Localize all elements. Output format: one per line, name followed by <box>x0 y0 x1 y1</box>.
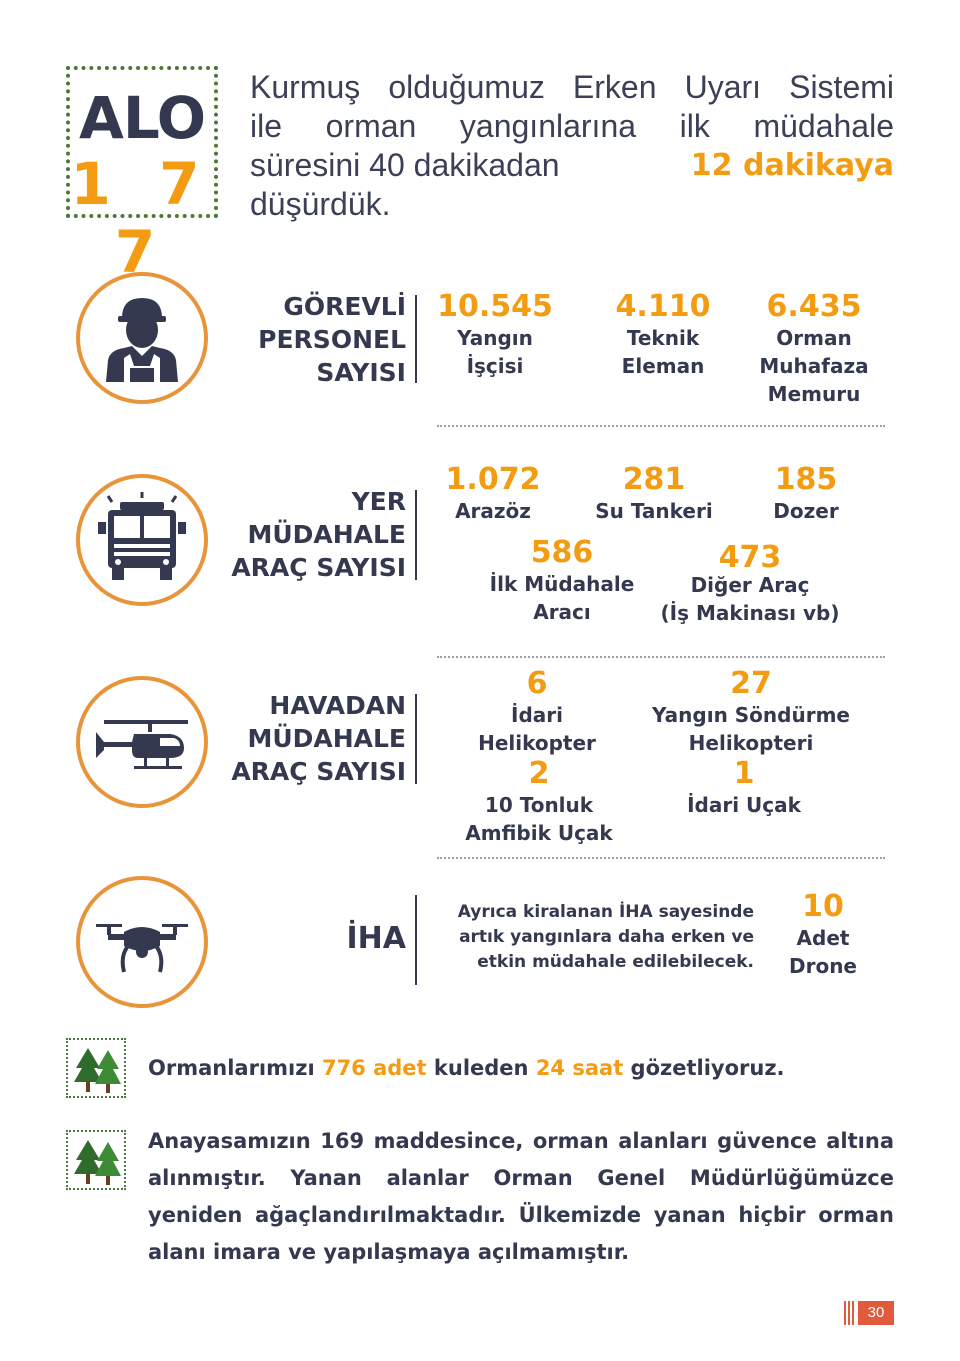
towers-text-pre: Ormanlarımızı <box>148 1056 322 1080</box>
stat-orman-muhafaza <box>744 289 884 408</box>
page-stripe <box>848 1301 850 1325</box>
tower-count: 776 adet <box>321 1056 427 1080</box>
title-line: YER <box>351 487 406 516</box>
worker-icon <box>94 290 190 386</box>
uav-text-line: artık yangınlara daha erken ve <box>459 927 754 947</box>
stat-ilk-mudahale <box>482 535 642 626</box>
stat-value: 1 <box>733 756 755 791</box>
stat-value: 6.435 <box>766 289 862 324</box>
stat-label: Drone <box>788 954 857 978</box>
stat-label: Memuru <box>767 382 861 406</box>
alo-number: 1 7 7 <box>70 150 214 286</box>
uav-text-line: Ayrıca kiralanan İHA sayesinde <box>457 902 754 922</box>
stat-teknik-eleman <box>598 289 728 380</box>
stat-value: 586 <box>530 535 594 570</box>
constitution-text: Anayasamızın 169 maddesince, orman alanları güvence altına alınmıştır. Yanan alanlar Orman Genel Müdürlüğümüzce yeniden ağaçlandırılmaktadır. Ülkemizde yanan hiçbir orman alanı imara ve yapılaşmaya açılmamıştır. <box>148 1129 894 1264</box>
intro-line-2: ile orman yangınlarına ilk müdahale <box>250 108 894 144</box>
stat-label: 10 Tonluk <box>484 793 594 817</box>
intro-line-1: Kurmuş olduğumuz Erken Uyarı Sistemi <box>250 69 894 105</box>
title-line: PERSONEL <box>258 325 406 354</box>
title-line: ARAÇ SAYISI <box>231 757 406 786</box>
divider <box>415 694 417 784</box>
stat-value: 27 <box>730 666 772 701</box>
intro-line-4: düşürdük. <box>250 186 391 222</box>
stat-label: Amfibik Uçak <box>465 821 613 845</box>
air-icon-circle <box>76 676 208 808</box>
stat-value: 4.110 <box>615 289 711 324</box>
stat-value: 2 <box>528 756 550 791</box>
tower-hours: 24 saat <box>535 1056 624 1080</box>
stat-label: İlk Müdahale <box>489 572 635 596</box>
intro-text <box>250 68 894 224</box>
title-line: SAYISI <box>316 358 406 387</box>
pine-trees-icon <box>72 1044 124 1096</box>
personnel-icon-circle <box>76 272 208 404</box>
stat-label: Yangın Söndürme <box>652 703 850 727</box>
stat-label: Yangın <box>457 326 533 350</box>
stat-dozer <box>746 462 866 525</box>
stat-label: Eleman <box>621 354 705 378</box>
title-line: HAVADAN <box>269 691 406 720</box>
stat-label: Orman <box>776 326 852 350</box>
stat-label: Helikopter <box>478 731 596 755</box>
towers-text <box>148 1056 894 1080</box>
intro-line-3 <box>250 146 894 185</box>
stat-label: Aracı <box>533 600 591 624</box>
stat-value: 281 <box>622 462 686 497</box>
title-line: ARAÇ SAYISI <box>231 553 406 582</box>
alo-word: ALO <box>78 84 206 152</box>
stat-value: 6 <box>526 666 548 701</box>
title-line: MÜDAHALE <box>247 520 406 549</box>
towers-text-post: gözetliyoruz. <box>623 1056 785 1080</box>
constitution-tree-box <box>66 1130 126 1190</box>
stat-yangin-sondurme-helikopteri <box>640 666 862 757</box>
stat-label: Dozer <box>773 499 839 523</box>
title-line: GÖREVLİ <box>283 292 406 321</box>
stat-value: 473 <box>718 540 782 575</box>
stat-drone <box>770 889 876 980</box>
stat-label: (İş Makinası vb) <box>660 601 840 625</box>
intro-line-3-pre: süresini 40 dakikadan <box>250 147 560 183</box>
stat-label: Arazöz <box>455 499 531 523</box>
dotted-separator <box>437 425 885 427</box>
page-number: 30 <box>858 1301 894 1325</box>
stat-label: İdari <box>511 703 563 727</box>
stat-idari-helikopter <box>462 666 612 757</box>
dotted-separator <box>437 656 885 658</box>
tower-tree-box <box>66 1038 126 1098</box>
helicopter-icon <box>94 694 190 790</box>
page-stripe <box>844 1301 846 1325</box>
stat-label: Su Tankeri <box>595 499 713 523</box>
divider <box>415 490 417 580</box>
stat-arazoz <box>428 462 558 525</box>
stat-amfibik-ucak <box>454 756 624 847</box>
ground-icon-circle <box>76 474 208 606</box>
intro-highlight: 12 dakikaya <box>690 148 894 183</box>
ground-title <box>200 485 406 584</box>
air-title <box>200 689 406 788</box>
alo-177-badge <box>66 66 218 286</box>
stat-su-tankeri <box>584 462 724 525</box>
towers-text-mid: kuleden <box>426 1056 536 1080</box>
divider <box>415 295 417 383</box>
page-stripe <box>852 1301 854 1325</box>
stat-value: 185 <box>774 462 838 497</box>
title-line: MÜDAHALE <box>247 724 406 753</box>
stat-label: İşçisi <box>466 354 524 378</box>
divider <box>415 895 417 985</box>
stat-label: Diğer Araç <box>690 573 810 597</box>
stat-idari-ucak <box>670 756 818 819</box>
uav-title: İHA <box>346 921 406 956</box>
personnel-title <box>200 290 406 389</box>
drone-icon <box>94 894 190 990</box>
stat-label: Adet <box>796 926 850 950</box>
stat-label: Teknik <box>626 326 700 350</box>
stat-yangin-iscisi <box>430 289 560 380</box>
stat-value: 1.072 <box>445 462 541 497</box>
uav-icon-circle <box>76 876 208 1008</box>
stat-value: 10.545 <box>437 289 553 324</box>
pine-trees-icon <box>72 1136 124 1188</box>
stat-value: 10 <box>802 889 844 924</box>
fire-truck-icon <box>94 492 190 588</box>
uav-text-line: etkin müdahale edilebilecek. <box>477 952 754 972</box>
uav-description <box>420 900 754 975</box>
stat-label: İdari Uçak <box>687 793 801 817</box>
dotted-separator <box>437 857 885 859</box>
stat-diger-arac <box>650 540 850 627</box>
stat-label: Helikopteri <box>688 731 814 755</box>
stat-label: Muhafaza <box>759 354 869 378</box>
